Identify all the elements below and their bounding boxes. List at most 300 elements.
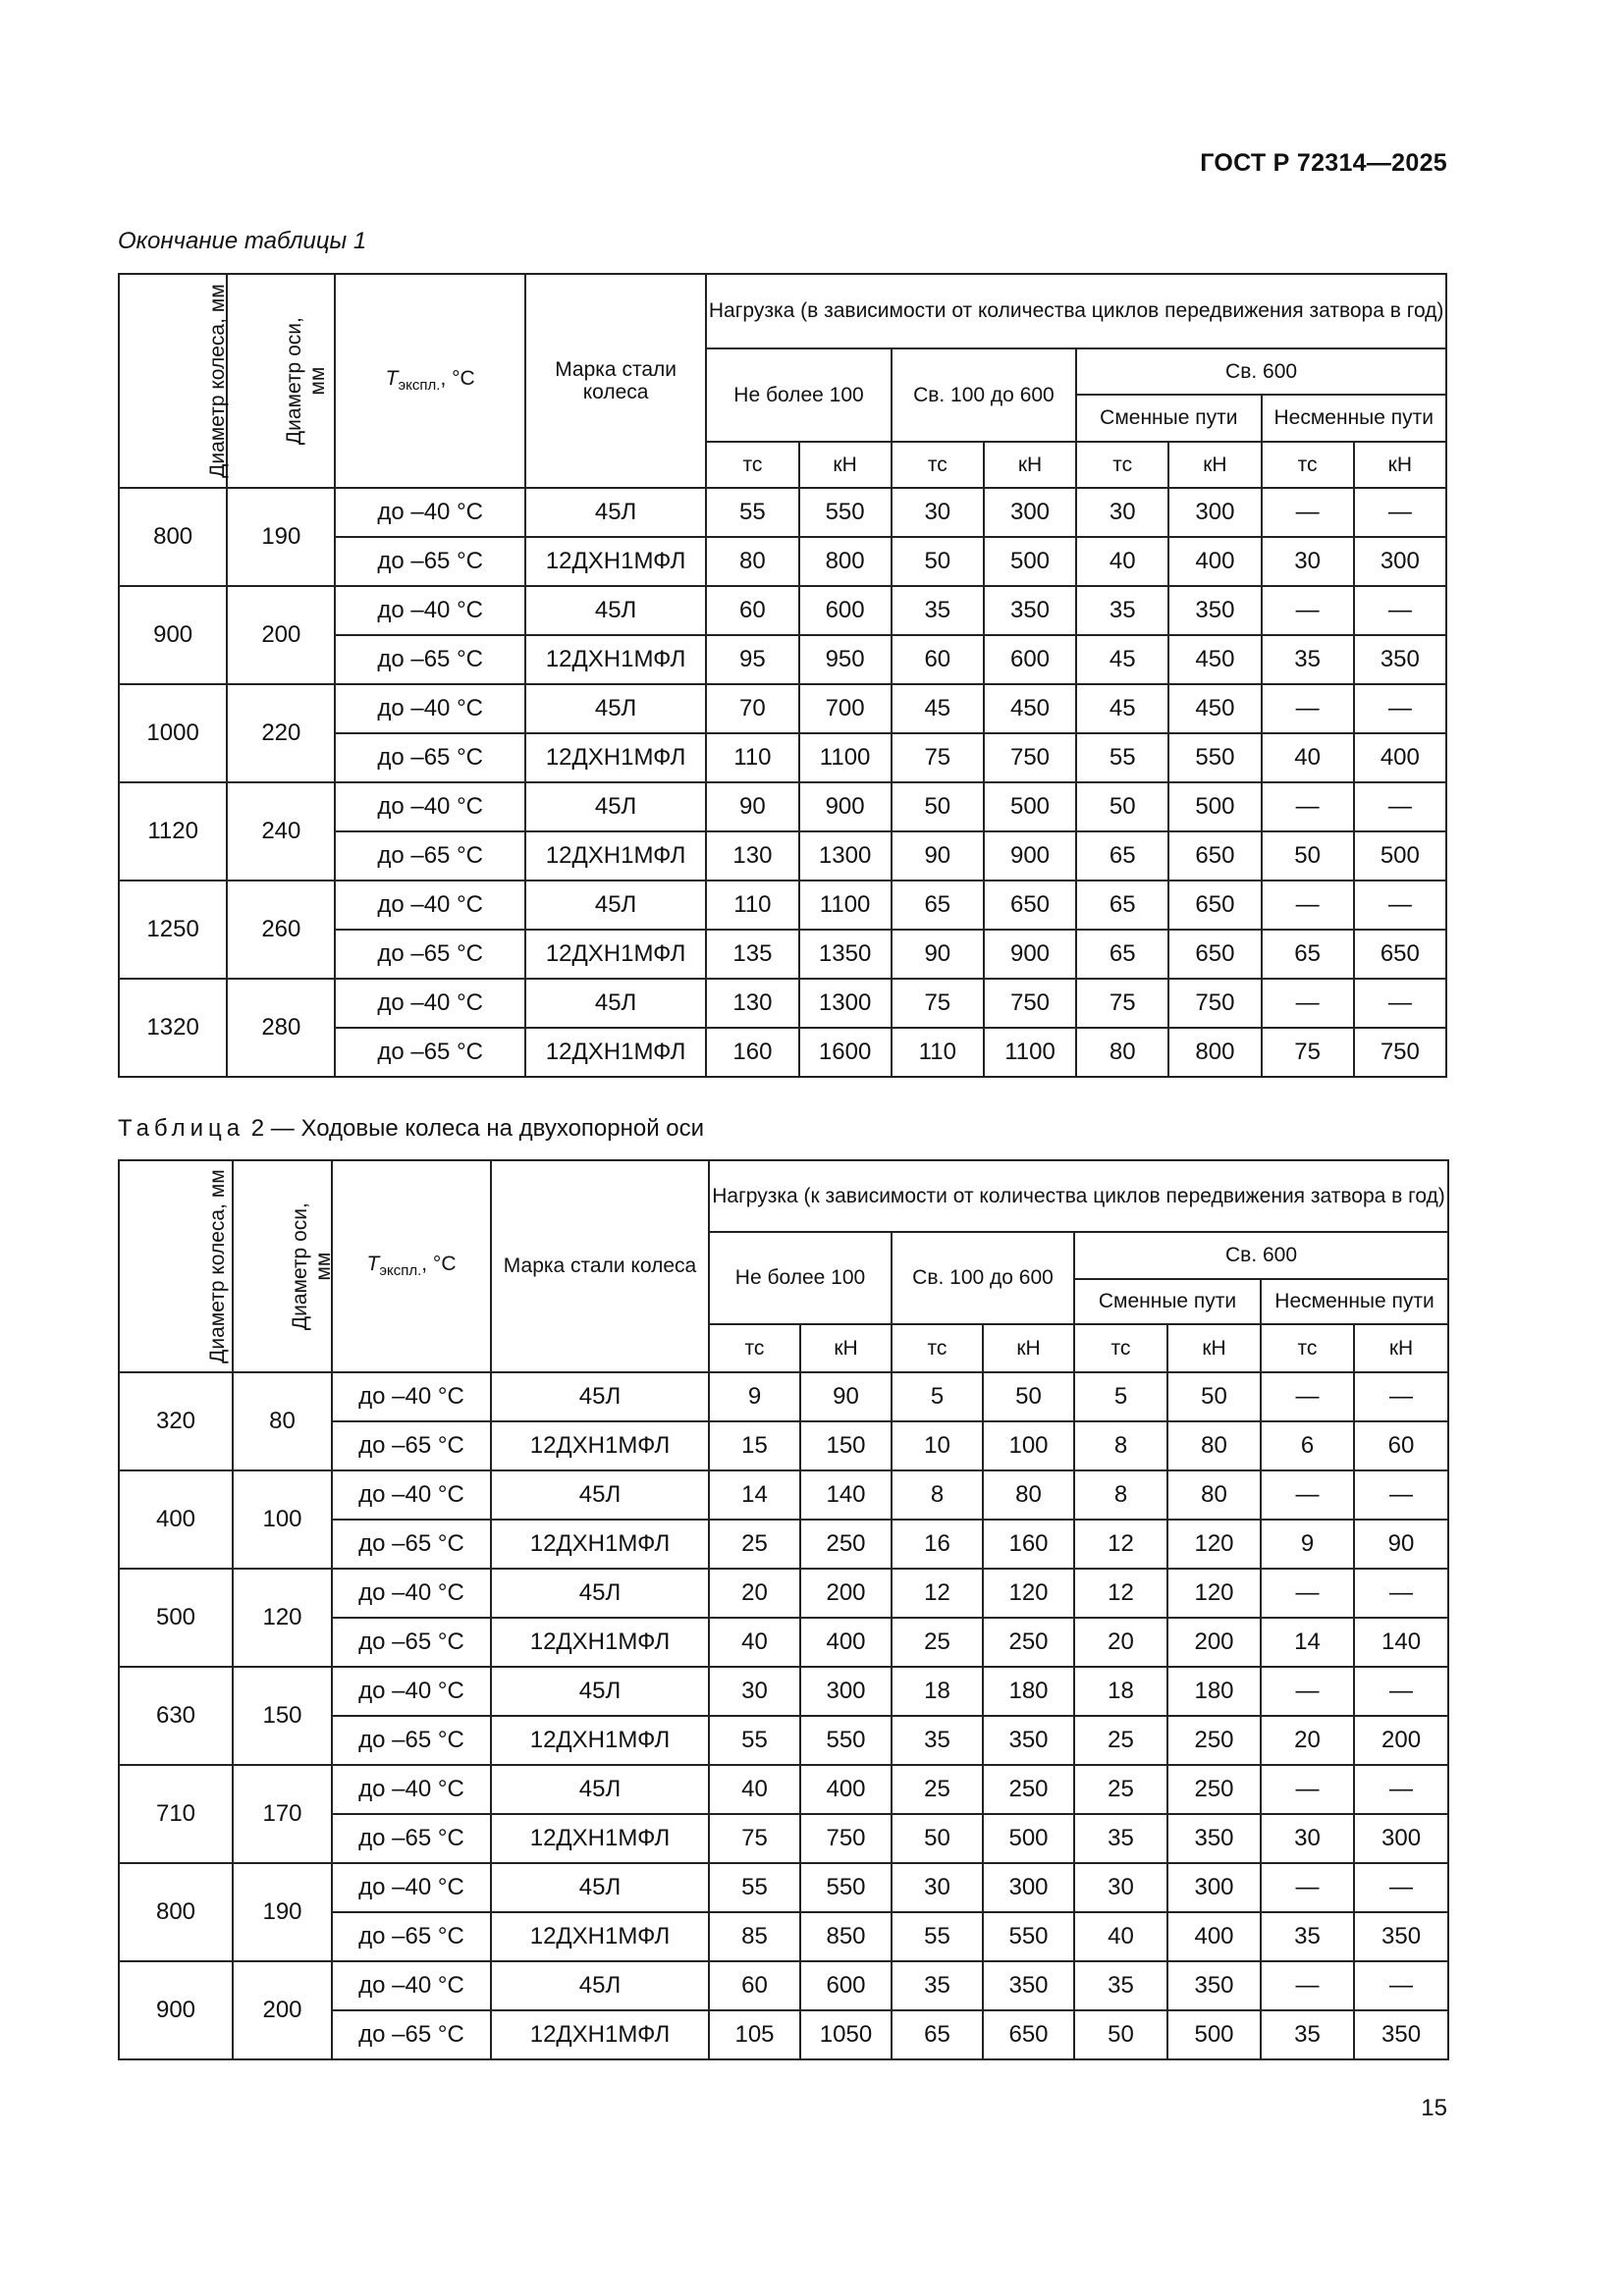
load-value-cell: — (1354, 1765, 1448, 1814)
load-value-cell: 400 (1354, 733, 1446, 782)
load-value-cell: 25 (1074, 1716, 1167, 1765)
load-value-cell: 90 (1354, 1520, 1448, 1569)
unit-header-cell: кН (1167, 1324, 1261, 1372)
load-value-cell: — (1261, 1765, 1354, 1814)
wheel-diameter-cell: 1320 (119, 979, 227, 1077)
page-number: 15 (1421, 2095, 1447, 2121)
temperature-cell: до –40 °C (335, 586, 524, 635)
wheel-diameter-cell: 800 (119, 488, 227, 586)
steel-grade-cell: 12ДХН1МФЛ (491, 1520, 709, 1569)
header-group-1 (709, 1232, 892, 1324)
load-value-cell: — (1261, 1961, 1354, 2010)
unit-header-cell: тс (1074, 1324, 1167, 1372)
load-value-cell: 55 (706, 488, 798, 537)
load-value-cell: 1300 (799, 979, 892, 1028)
load-value-cell: 550 (983, 1912, 1074, 1961)
load-value-cell: 55 (709, 1716, 800, 1765)
load-value-cell: 1100 (984, 1028, 1076, 1077)
load-value-cell: 950 (799, 635, 892, 684)
load-value-cell: 35 (892, 1961, 983, 2010)
load-value-cell: 160 (983, 1520, 1074, 1569)
load-value-cell: 130 (706, 979, 798, 1028)
header-group-3 (1076, 348, 1446, 395)
table-row (119, 1667, 1448, 1716)
load-value-cell: 60 (709, 1961, 800, 2010)
load-value-cell: 9 (1261, 1520, 1354, 1569)
wheel-diameter-cell: 710 (119, 1765, 233, 1863)
table-row (119, 1372, 1448, 1421)
load-value-cell: 35 (892, 1716, 983, 1765)
load-value-cell: — (1354, 1863, 1448, 1912)
load-value-cell: 10 (892, 1421, 983, 1470)
steel-grade-cell: 12ДХН1МФЛ (491, 1716, 709, 1765)
header-load-label: Нагрузка (в зависимости от количества циклов передвижения затвора в год) (708, 299, 1444, 323)
load-value-cell: 300 (983, 1863, 1074, 1912)
header-group-3b-label: Несменные пути (1273, 406, 1434, 430)
table-row (119, 488, 1446, 537)
load-value-cell: 500 (1167, 2010, 1261, 2059)
load-value-cell: 85 (709, 1912, 800, 1961)
load-value-cell: 550 (800, 1716, 892, 1765)
load-value-cell: — (1262, 586, 1354, 635)
steel-grade-cell: 12ДХН1МФЛ (525, 831, 706, 881)
load-value-cell: 45 (1076, 635, 1168, 684)
unit-header-cell: кН (983, 1324, 1074, 1372)
load-value-cell: 800 (1168, 1028, 1261, 1077)
unit-header-cell: тс (706, 442, 798, 488)
header-axle-diameter (233, 1160, 335, 1372)
unit-header-cell: кН (1354, 1324, 1448, 1372)
header-axle-diameter-label: Диаметр оси, мм (283, 317, 330, 445)
axle-diameter-cell: 190 (227, 488, 335, 586)
load-value-cell: 75 (892, 979, 984, 1028)
header-axle-diameter (227, 274, 335, 488)
steel-grade-cell: 45Л (491, 1372, 709, 1421)
load-value-cell: 65 (892, 2010, 983, 2059)
header-group-3b-label: Несменные пути (1274, 1290, 1435, 1313)
temperature-cell: до –65 °C (335, 733, 524, 782)
header-wheel-diameter-label: Диаметр колеса, мм (205, 284, 229, 478)
load-value-cell: 140 (800, 1470, 892, 1520)
table-row (119, 586, 1446, 635)
header-wheel-diameter (119, 274, 227, 488)
temperature-cell: до –40 °C (335, 979, 524, 1028)
load-value-cell: 12 (1074, 1569, 1167, 1618)
load-value-cell: 35 (1074, 1814, 1167, 1863)
wheel-diameter-cell: 630 (119, 1667, 233, 1765)
header-group-2 (892, 1232, 1074, 1324)
load-value-cell: 50 (983, 1372, 1074, 1421)
load-value-cell: 650 (1354, 930, 1446, 979)
load-value-cell: 550 (800, 1863, 892, 1912)
unit-header-cell: тс (892, 1324, 983, 1372)
load-value-cell: 300 (984, 488, 1076, 537)
steel-grade-cell: 12ДХН1МФЛ (491, 1618, 709, 1667)
header-load (709, 1160, 1448, 1232)
temperature-cell: до –65 °C (332, 2010, 491, 2059)
load-value-cell: 14 (1261, 1618, 1354, 1667)
load-value-cell: 14 (709, 1470, 800, 1520)
temperature-cell: до –65 °C (335, 1028, 524, 1077)
table-row (119, 782, 1446, 831)
steel-grade-cell: 45Л (525, 488, 706, 537)
table-row (119, 1569, 1448, 1618)
load-value-cell: 75 (892, 733, 984, 782)
load-value-cell: 350 (984, 586, 1076, 635)
header-temperature (335, 274, 524, 488)
load-value-cell: 400 (800, 1765, 892, 1814)
temperature-cell: до –65 °C (332, 1716, 491, 1765)
steel-grade-cell: 12ДХН1МФЛ (525, 537, 706, 586)
header-group-3a-label: Сменные пути (1100, 406, 1238, 430)
load-value-cell: 65 (1076, 831, 1168, 881)
load-value-cell: — (1261, 1667, 1354, 1716)
steel-grade-cell: 45Л (491, 1961, 709, 2010)
temperature-cell: до –40 °C (332, 1667, 491, 1716)
steel-grade-cell: 12ДХН1МФЛ (491, 2010, 709, 2059)
unit-header-cell: тс (709, 1324, 800, 1372)
load-value-cell: 1300 (799, 831, 892, 881)
unit-header-cell: кН (800, 1324, 892, 1372)
header-group-3-label: Св. 600 (1225, 1244, 1298, 1267)
load-value-cell: 110 (706, 881, 798, 930)
load-value-cell: 900 (984, 930, 1076, 979)
unit-header-cell: тс (1261, 1324, 1354, 1372)
load-value-cell: 100 (983, 1421, 1074, 1470)
temperature-cell: до –65 °C (332, 1814, 491, 1863)
wheel-diameter-cell: 900 (119, 586, 227, 684)
load-value-cell: 900 (984, 831, 1076, 881)
steel-grade-cell: 45Л (491, 1470, 709, 1520)
load-value-cell: 600 (800, 1961, 892, 2010)
load-value-cell: 600 (984, 635, 1076, 684)
load-value-cell: 300 (1354, 1814, 1448, 1863)
load-value-cell: 1600 (799, 1028, 892, 1077)
load-value-cell: 150 (800, 1421, 892, 1470)
table-row (119, 1470, 1448, 1520)
load-value-cell: 90 (892, 831, 984, 881)
header-wheel-diameter-label: Диаметр колеса, мм (205, 1169, 229, 1363)
load-value-cell: 110 (892, 1028, 984, 1077)
load-value-cell: 20 (709, 1569, 800, 1618)
temperature-cell: до –65 °C (332, 1421, 491, 1470)
load-value-cell: 40 (1076, 537, 1168, 586)
load-value-cell: 35 (1074, 1961, 1167, 2010)
load-value-cell: 450 (1168, 635, 1261, 684)
axle-diameter-cell: 190 (233, 1863, 332, 1961)
load-value-cell: 650 (983, 2010, 1074, 2059)
steel-grade-cell: 12ДХН1МФЛ (525, 733, 706, 782)
load-value-cell: 25 (1074, 1765, 1167, 1814)
load-value-cell: 20 (1074, 1618, 1167, 1667)
steel-grade-cell: 45Л (525, 782, 706, 831)
load-value-cell: — (1261, 1470, 1354, 1520)
load-value-cell: 500 (983, 1814, 1074, 1863)
axle-diameter-cell: 280 (227, 979, 335, 1077)
load-value-cell: 20 (1261, 1716, 1354, 1765)
load-value-cell: 40 (709, 1618, 800, 1667)
table-1 (118, 273, 1447, 1078)
table1-caption: Окончание таблицы 1 (118, 228, 367, 254)
table2-caption (118, 1115, 704, 1143)
load-value-cell: 1100 (799, 881, 892, 930)
axle-diameter-cell: 150 (233, 1667, 332, 1765)
load-value-cell: 135 (706, 930, 798, 979)
temperature-cell: до –40 °C (332, 1569, 491, 1618)
header-group-3a (1074, 1279, 1261, 1324)
steel-grade-cell: 45Л (491, 1569, 709, 1618)
table-row (119, 1961, 1448, 2010)
table-row (119, 881, 1446, 930)
load-value-cell: 55 (892, 1912, 983, 1961)
load-value-cell: 30 (1074, 1863, 1167, 1912)
load-value-cell: 30 (1076, 488, 1168, 537)
load-value-cell: 35 (1262, 635, 1354, 684)
temperature-cell: до –40 °C (335, 488, 524, 537)
load-value-cell: 75 (1262, 1028, 1354, 1077)
load-value-cell: 25 (892, 1765, 983, 1814)
load-value-cell: — (1354, 1569, 1448, 1618)
load-value-cell: 1050 (800, 2010, 892, 2059)
load-value-cell: 55 (1076, 733, 1168, 782)
table-row (119, 1863, 1448, 1912)
load-value-cell: — (1262, 488, 1354, 537)
load-value-cell: 30 (1262, 537, 1354, 586)
temp-unit: , °C (421, 1253, 457, 1276)
load-value-cell: 18 (892, 1667, 983, 1716)
load-value-cell: 45 (1076, 684, 1168, 733)
load-value-cell: 350 (983, 1716, 1074, 1765)
header-group-3 (1074, 1232, 1448, 1279)
header-group-3b (1262, 395, 1446, 442)
load-value-cell: 50 (1076, 782, 1168, 831)
load-value-cell: 130 (706, 831, 798, 881)
load-value-cell: 350 (1354, 2010, 1448, 2059)
load-value-cell: 18 (1074, 1667, 1167, 1716)
load-value-cell: 8 (892, 1470, 983, 1520)
load-value-cell: 12 (1074, 1520, 1167, 1569)
load-value-cell: 30 (709, 1667, 800, 1716)
load-value-cell: 400 (1167, 1912, 1261, 1961)
table2-caption-label: Таблица (118, 1115, 245, 1142)
header-temperature (332, 1160, 491, 1372)
wheel-diameter-cell: 320 (119, 1372, 233, 1470)
load-value-cell: 40 (1074, 1912, 1167, 1961)
unit-header-cell: кН (984, 442, 1076, 488)
load-value-cell: 300 (800, 1667, 892, 1716)
table-row (119, 1765, 1448, 1814)
wheel-diameter-cell: 1120 (119, 782, 227, 881)
load-value-cell: 105 (709, 2010, 800, 2059)
temp-subscript: экспл. (379, 1262, 422, 1280)
load-value-cell: 650 (1168, 881, 1261, 930)
load-value-cell: 160 (706, 1028, 798, 1077)
header-steel-grade (525, 274, 706, 488)
load-value-cell: 500 (1354, 831, 1446, 881)
load-value-cell: 25 (709, 1520, 800, 1569)
load-value-cell: 650 (984, 881, 1076, 930)
load-value-cell: 60 (1354, 1421, 1448, 1470)
load-value-cell: 35 (1261, 1912, 1354, 1961)
temp-symbol: T (385, 367, 399, 391)
load-value-cell: 30 (892, 488, 984, 537)
load-value-cell: 300 (1167, 1863, 1261, 1912)
temperature-cell: до –40 °C (335, 881, 524, 930)
axle-diameter-cell: 220 (227, 684, 335, 782)
header-group-1 (706, 348, 891, 442)
load-value-cell: 350 (1168, 586, 1261, 635)
load-value-cell: 750 (1354, 1028, 1446, 1077)
load-value-cell: 650 (1168, 831, 1261, 881)
load-value-cell: 350 (1167, 1814, 1261, 1863)
load-value-cell: 120 (1167, 1520, 1261, 1569)
header-group-3b (1261, 1279, 1448, 1324)
load-value-cell: 350 (1354, 635, 1446, 684)
wheel-diameter-cell: 500 (119, 1569, 233, 1667)
temperature-cell: до –40 °C (332, 1372, 491, 1421)
load-value-cell: 110 (706, 733, 798, 782)
load-value-cell: — (1261, 1863, 1354, 1912)
load-value-cell: 450 (1168, 684, 1261, 733)
load-value-cell: 35 (1076, 586, 1168, 635)
load-value-cell: 650 (1168, 930, 1261, 979)
wheel-diameter-cell: 1250 (119, 881, 227, 979)
load-value-cell: 1350 (799, 930, 892, 979)
load-value-cell: 60 (706, 586, 798, 635)
temperature-cell: до –40 °C (335, 684, 524, 733)
temperature-cell: до –65 °C (332, 1618, 491, 1667)
header-group-3a-label: Сменные пути (1098, 1290, 1237, 1313)
load-value-cell: 5 (892, 1372, 983, 1421)
steel-grade-cell: 12ДХН1МФЛ (491, 1421, 709, 1470)
load-value-cell: — (1354, 488, 1446, 537)
load-value-cell: 180 (983, 1667, 1074, 1716)
load-value-cell: 50 (1167, 1372, 1261, 1421)
load-value-cell: 25 (892, 1618, 983, 1667)
table-2 (118, 1159, 1449, 2060)
load-value-cell: 80 (1167, 1421, 1261, 1470)
load-value-cell: 800 (799, 537, 892, 586)
temperature-cell: до –40 °C (335, 782, 524, 831)
steel-grade-cell: 45Л (525, 979, 706, 1028)
load-value-cell: 500 (984, 537, 1076, 586)
load-value-cell: 55 (709, 1863, 800, 1912)
load-value-cell: — (1354, 1470, 1448, 1520)
load-value-cell: 80 (1076, 1028, 1168, 1077)
load-value-cell: 90 (706, 782, 798, 831)
load-value-cell: — (1354, 979, 1446, 1028)
unit-header-cell: кН (1354, 442, 1446, 488)
wheel-diameter-cell: 800 (119, 1863, 233, 1961)
load-value-cell: 250 (1167, 1765, 1261, 1814)
header-group-1-label: Не более 100 (733, 383, 864, 406)
axle-diameter-cell: 100 (233, 1470, 332, 1569)
header-steel-grade (491, 1160, 709, 1372)
axle-diameter-cell: 120 (233, 1569, 332, 1667)
load-value-cell: 400 (1168, 537, 1261, 586)
load-value-cell: 750 (1168, 979, 1261, 1028)
load-value-cell: 35 (1261, 2010, 1354, 2059)
wheel-diameter-cell: 1000 (119, 684, 227, 782)
steel-grade-cell: 45Л (491, 1667, 709, 1716)
load-value-cell: 90 (892, 930, 984, 979)
load-value-cell: 90 (800, 1372, 892, 1421)
load-value-cell: 50 (1074, 2010, 1167, 2059)
load-value-cell: 8 (1074, 1421, 1167, 1470)
load-value-cell: — (1354, 1961, 1448, 2010)
load-value-cell: 65 (1076, 881, 1168, 930)
steel-grade-cell: 45Л (525, 881, 706, 930)
axle-diameter-cell: 200 (233, 1961, 332, 2059)
load-value-cell: 50 (892, 537, 984, 586)
load-value-cell: 140 (1354, 1618, 1448, 1667)
load-value-cell: 50 (892, 782, 984, 831)
axle-diameter-cell: 260 (227, 881, 335, 979)
load-value-cell: 200 (800, 1569, 892, 1618)
unit-header-cell: кН (1168, 442, 1261, 488)
steel-grade-cell: 12ДХН1МФЛ (525, 635, 706, 684)
steel-grade-cell: 45Л (525, 586, 706, 635)
steel-grade-cell: 12ДХН1МФЛ (491, 1814, 709, 1863)
axle-diameter-cell: 80 (233, 1372, 332, 1470)
load-value-cell: 500 (1168, 782, 1261, 831)
load-value-cell: 200 (1354, 1716, 1448, 1765)
header-wheel-diameter (119, 1160, 233, 1372)
header-group-2-label: Св. 100 до 600 (912, 1266, 1054, 1290)
steel-grade-cell: 45Л (491, 1863, 709, 1912)
temp-symbol: T (366, 1253, 380, 1276)
load-value-cell: 750 (984, 979, 1076, 1028)
load-value-cell: — (1354, 684, 1446, 733)
load-value-cell: 65 (892, 881, 984, 930)
load-value-cell: 40 (709, 1765, 800, 1814)
load-value-cell: 65 (1262, 930, 1354, 979)
load-value-cell: 300 (1168, 488, 1261, 537)
load-value-cell: — (1261, 1569, 1354, 1618)
load-value-cell: — (1262, 979, 1354, 1028)
load-value-cell: 9 (709, 1372, 800, 1421)
header-group-3a (1076, 395, 1261, 442)
temperature-cell: до –40 °C (332, 1863, 491, 1912)
axle-diameter-cell: 200 (227, 586, 335, 684)
load-value-cell: — (1354, 586, 1446, 635)
temperature-cell: до –65 °C (332, 1520, 491, 1569)
load-value-cell: — (1354, 782, 1446, 831)
load-value-cell: 550 (799, 488, 892, 537)
unit-header-cell: кН (799, 442, 892, 488)
table-row (119, 684, 1446, 733)
load-value-cell: 65 (1076, 930, 1168, 979)
load-value-cell: 80 (983, 1470, 1074, 1520)
load-value-cell: 200 (1167, 1618, 1261, 1667)
load-value-cell: 5 (1074, 1372, 1167, 1421)
table2-caption-text: 2 — Ходовые колеса на двухопорной оси (250, 1115, 705, 1142)
load-value-cell: 45 (892, 684, 984, 733)
load-value-cell: 350 (983, 1961, 1074, 2010)
load-value-cell: 40 (1262, 733, 1354, 782)
load-value-cell: 850 (800, 1912, 892, 1961)
steel-grade-cell: 12ДХН1МФЛ (525, 930, 706, 979)
load-value-cell: 250 (1167, 1716, 1261, 1765)
load-value-cell: 250 (983, 1765, 1074, 1814)
axle-diameter-cell: 240 (227, 782, 335, 881)
unit-header-cell: тс (1262, 442, 1354, 488)
unit-header-cell: тс (1076, 442, 1168, 488)
load-value-cell: 35 (892, 586, 984, 635)
load-value-cell: — (1261, 1372, 1354, 1421)
temperature-cell: до –65 °C (335, 635, 524, 684)
load-value-cell: 95 (706, 635, 798, 684)
